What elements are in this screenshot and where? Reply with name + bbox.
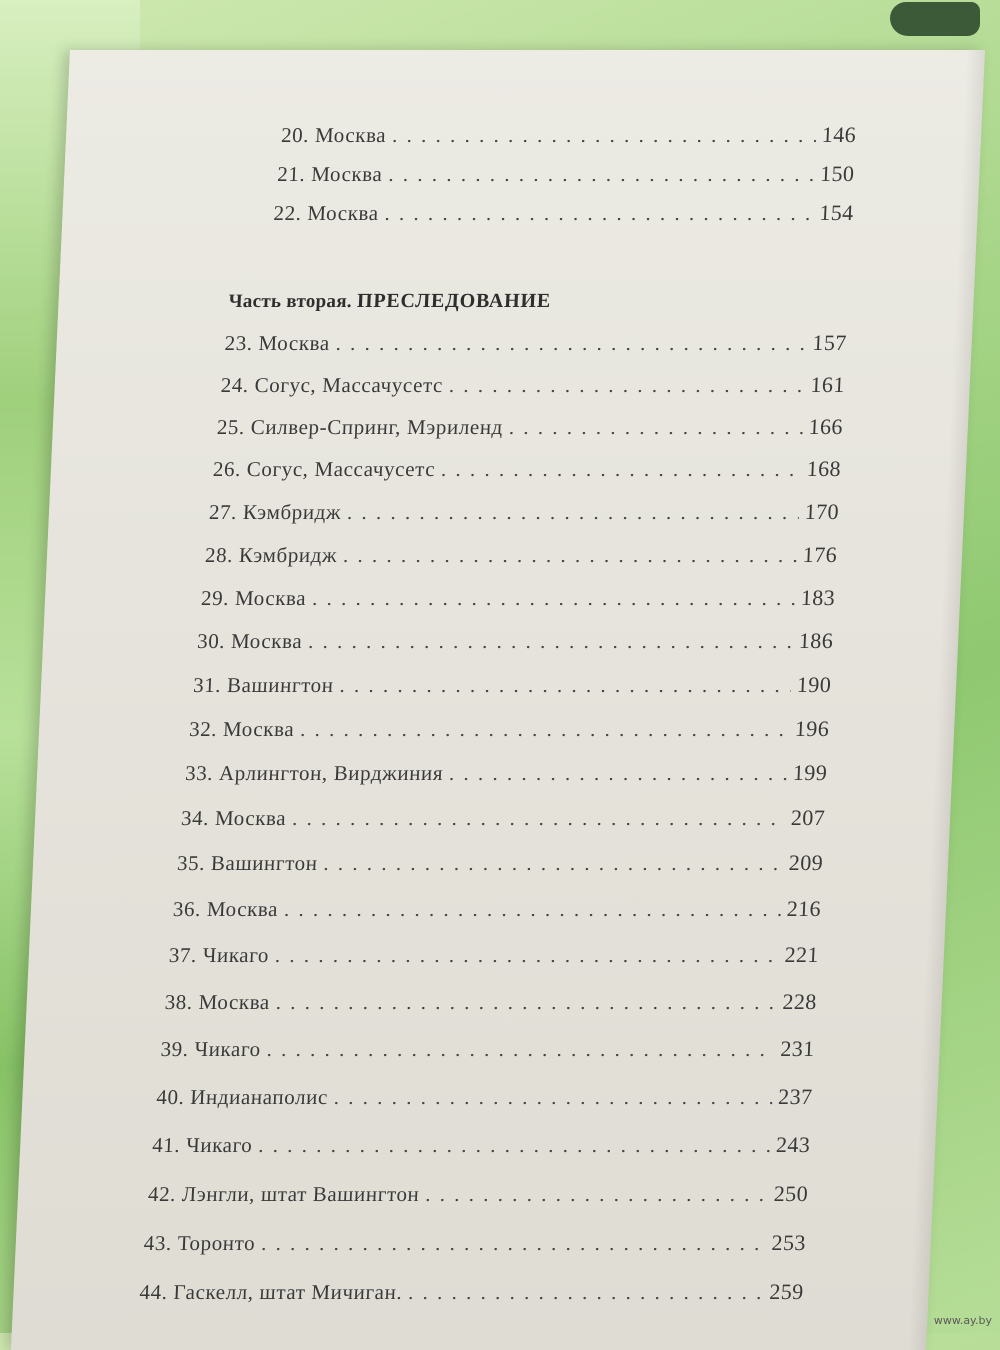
toc-entry-page: 154 <box>818 200 855 225</box>
toc-entry-page: 253 <box>771 1230 807 1255</box>
toc-entry <box>156 1084 813 1110</box>
toc-entry-page: 209 <box>788 850 824 875</box>
toc-entry-title: 20. Москва <box>280 123 387 147</box>
toc-entry-page: 190 <box>796 672 832 697</box>
dot-leader <box>292 806 786 831</box>
toc-entry-title: 34. Москва <box>180 806 287 830</box>
toc-entry-title: 37. Чикаго <box>168 943 270 967</box>
toc-entry <box>216 414 843 440</box>
toc-entry-title: 36. Москва <box>172 897 279 921</box>
toc-entry <box>185 760 828 786</box>
toc-entry-page: 207 <box>790 805 826 830</box>
toc-entry-page: 228 <box>782 989 818 1014</box>
toc-entry <box>152 1132 811 1158</box>
toc-entry-page: 146 <box>821 122 857 147</box>
toc-entry <box>139 1279 804 1305</box>
toc-entry-title: 40. Индианаполис <box>155 1085 329 1109</box>
dot-leader <box>392 123 817 148</box>
toc-entry <box>143 1230 806 1256</box>
toc-entry-title: 41. Чикаго <box>151 1133 254 1157</box>
toc-entry-page: 250 <box>773 1181 809 1206</box>
toc-entry-page: 199 <box>792 760 828 785</box>
part-heading-title: ПРЕСЛЕДОВАНИЕ <box>356 290 552 312</box>
background-object <box>890 2 980 36</box>
toc-entry <box>189 716 830 742</box>
toc-entry <box>208 499 839 525</box>
toc-entry <box>147 1181 808 1207</box>
dot-leader <box>258 1133 771 1158</box>
toc-entry-title: 33. Арлингтон, Вирджиния <box>184 761 444 785</box>
toc-entry-page: 150 <box>819 161 855 186</box>
dot-leader <box>441 457 802 482</box>
toc-entry <box>204 542 837 568</box>
dot-leader <box>384 201 814 226</box>
toc-entry-page: 231 <box>779 1036 816 1061</box>
dot-leader <box>261 1231 766 1256</box>
toc-entry <box>201 585 836 611</box>
toc-entry-page: 170 <box>804 499 840 524</box>
toc-entry <box>172 896 821 922</box>
toc-entry-title: 42. Лэнгли, штат Вашингтон <box>147 1182 421 1206</box>
toc-entry <box>212 456 841 482</box>
toc-entry-page: 243 <box>775 1132 811 1157</box>
toc-entry <box>277 161 855 187</box>
book-page <box>11 50 985 1350</box>
toc-entry <box>181 805 826 831</box>
part-heading <box>228 290 551 313</box>
dot-leader <box>448 373 805 398</box>
dot-leader <box>275 943 780 968</box>
toc-entry-title: 38. Москва <box>164 990 271 1014</box>
dot-leader <box>275 990 777 1015</box>
dot-leader <box>308 629 794 654</box>
toc-entry-title: 35. Вашингтон <box>176 851 319 875</box>
toc-entry <box>220 372 845 398</box>
dot-leader <box>343 543 798 568</box>
toc-entry-page: 216 <box>786 896 822 921</box>
dot-leader <box>508 415 803 440</box>
toc-entry-page: 186 <box>798 628 834 653</box>
toc-entry <box>224 330 847 356</box>
toc-entry <box>160 1036 815 1062</box>
toc-entry-page: 157 <box>811 330 848 355</box>
toc-entry-page: 259 <box>768 1279 805 1304</box>
toc-entry-title: 26. Согус, Массачусетс <box>212 457 436 481</box>
toc-entry-page: 237 <box>777 1084 814 1109</box>
toc-entry-title: 31. Вашингтон <box>192 673 335 697</box>
dot-leader <box>333 1085 772 1110</box>
dot-leader <box>449 761 788 786</box>
toc-entry-title: 32. Москва <box>188 717 295 741</box>
toc-entry-title: 28. Кэмбридж <box>204 543 338 567</box>
dot-leader <box>408 1280 764 1305</box>
dot-leader <box>312 586 796 611</box>
toc-entry-title: 23. Москва <box>224 331 331 355</box>
dot-leader <box>388 162 815 187</box>
toc-entry-page: 161 <box>810 372 846 397</box>
toc-entry-page: 196 <box>794 716 830 741</box>
toc-entry-page: 176 <box>802 542 838 567</box>
toc-entry-title: 25. Силвер-Спринг, Мэриленд <box>216 415 504 439</box>
toc-entry <box>193 672 832 698</box>
toc-entry <box>168 942 819 968</box>
dot-leader <box>266 1037 775 1062</box>
toc-entry-title: 24. Согус, Массачусетс <box>220 373 444 397</box>
part-heading-label: Часть вторая. <box>228 291 353 312</box>
watermark: www.ay.by <box>933 1314 992 1327</box>
toc-entry-title: 39. Чикаго <box>160 1037 262 1061</box>
toc-entry <box>273 200 854 226</box>
toc-entry-title: 30. Москва <box>196 629 303 653</box>
dot-leader <box>335 331 807 356</box>
dot-leader <box>339 673 791 698</box>
toc-entry-page: 166 <box>808 414 844 439</box>
dot-leader <box>425 1182 769 1207</box>
table-of-contents <box>11 50 985 1350</box>
dot-leader <box>323 851 783 876</box>
toc-entry-title: 43. Торонто <box>143 1231 256 1255</box>
toc-entry <box>197 628 834 654</box>
toc-entry-title: 27. Кэмбридж <box>208 500 342 524</box>
dot-leader <box>284 897 782 922</box>
toc-entry-page: 221 <box>784 942 820 967</box>
toc-entry <box>164 989 817 1015</box>
toc-entry-page: 168 <box>806 456 842 481</box>
toc-entry-page: 183 <box>800 585 836 610</box>
toc-entry-title: 29. Москва <box>200 586 307 610</box>
toc-entry-title: 22. Москва <box>273 201 380 225</box>
toc-entry-title: 21. Москва <box>276 162 384 186</box>
toc-entry-title: 44. Гаскелл, штат Мичиган. <box>139 1280 403 1304</box>
dot-leader <box>300 717 790 742</box>
toc-entry <box>176 850 823 876</box>
dot-leader <box>347 500 800 525</box>
toc-entry <box>281 122 857 148</box>
